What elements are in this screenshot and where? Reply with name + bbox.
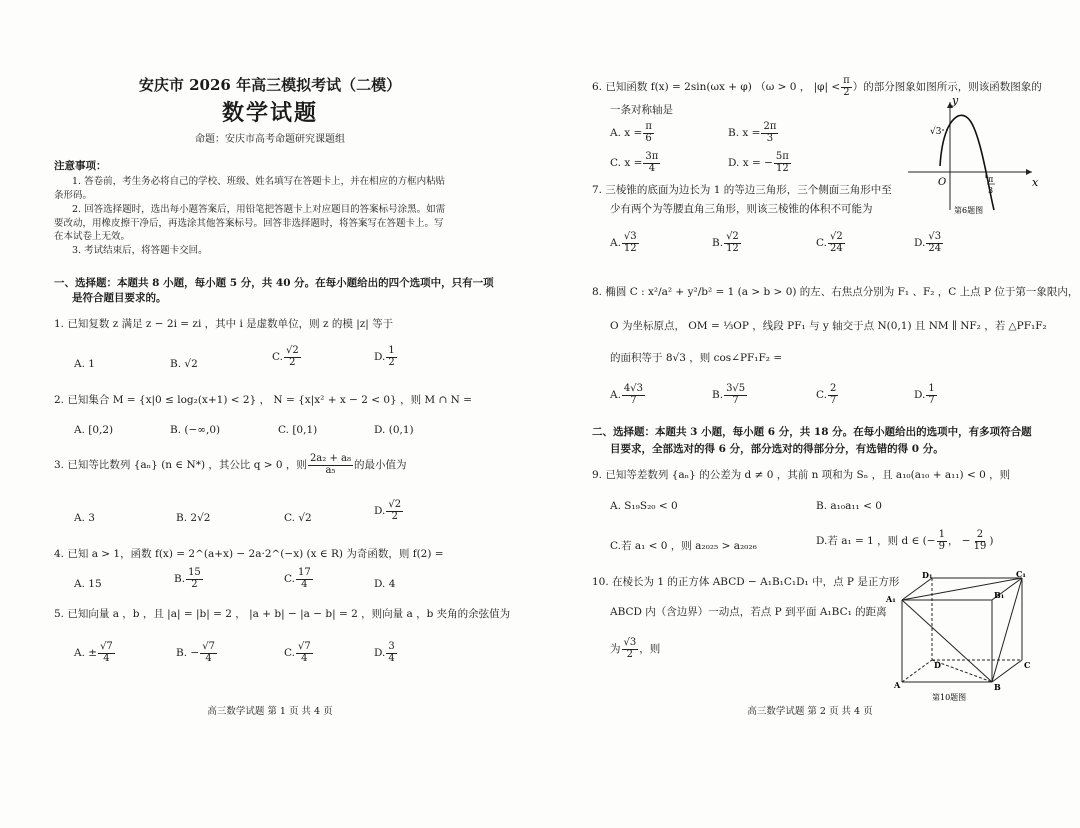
q3-option-b: B. 2√2 — [176, 512, 211, 524]
section2-heading: 二、选择题：本题共 3 小题，每小题 6 分，共 18 分。在每小题给出的选项中，有多项符合题 — [592, 426, 1032, 438]
y-axis-label: y — [952, 94, 959, 107]
q9-option-c: C.若 a₁ < 0 ，则 a₂₀₂₅ > a₂₀₂₆ — [610, 540, 757, 552]
x-axis-arrow — [1026, 169, 1032, 175]
label-C: C — [1024, 660, 1031, 670]
q8-option-a: A. $\frac{4√3}{7}$ — [610, 383, 644, 406]
q6-option-c: C. x = $\frac{3\pi}{4}$ — [610, 151, 659, 174]
q1-option-a: A. 1 — [74, 358, 95, 370]
label-D: D — [934, 660, 941, 670]
section2-heading-cont: 目要求，全部选对的得 6 分，部分选对的得部分分，有选错的得 0 分。 — [610, 443, 944, 455]
origin-label: O — [938, 177, 947, 188]
section1-heading-cont: 是符合题目要求的。 — [72, 292, 167, 304]
question-6-stem-cont: 一条对称轴是 — [610, 104, 673, 116]
subject-title: 数学试题 — [221, 100, 318, 126]
q2-option-a: A. [0,2) — [74, 424, 114, 436]
label-D1: D₁ — [922, 570, 933, 580]
q5-option-b: B. − $\frac{√7}{4}$ — [176, 641, 215, 664]
author-line: 命题：安庆市高考命题研究课题组 — [195, 134, 345, 145]
q4-option-b: B. $\frac{15}{2}$ — [174, 567, 201, 590]
label-B: B — [994, 682, 1001, 692]
label-C1: C₁ — [1016, 570, 1026, 579]
q9-option-a: A. S₁₉S₂₀ < 0 — [610, 500, 678, 512]
figure-6-caption: 第6题图 — [954, 206, 984, 215]
figure-10-cube — [882, 570, 1032, 702]
exam-title: 安庆市 2026 年高三模拟考试（二模） — [138, 76, 402, 94]
question-1-stem: 1. 已知复数 z 满足 z − 2i = zi ，其中 i 是虚数单位，则 z 的模 |z| 等于 — [54, 318, 394, 330]
question-10-stem-line2: ABCD 内（含边界）一动点，若点 P 到平面 A₁BC₁ 的距离 — [610, 606, 887, 618]
note-line: 要改动，用橡皮擦干净后，再选涂其他答案标号。回答非选择题时，将答案写在答题卡上。写 — [54, 218, 444, 229]
label-B1: B₁ — [994, 590, 1005, 600]
note-line: 2. 回答选择题时，选出每小题答案后，用铅笔把答题卡上对应题目的答案标号涂黑。如需 — [72, 204, 446, 215]
q3-option-d: D. $\frac{√2}{2}$ — [374, 499, 402, 522]
note-line: 3. 考试结束后，将答题卡交回。 — [72, 245, 208, 256]
edge-BC — [992, 660, 1022, 682]
sine-curve — [940, 115, 994, 210]
q6-option-b: B. x = $\frac{2\pi}{3}$ — [728, 121, 777, 144]
note-line: 条形码。 — [54, 190, 93, 201]
x-axis-label: x — [1032, 176, 1039, 189]
q6-option-a: A. x = $\frac{\pi}{6}$ — [610, 121, 652, 144]
notes-heading: 注意事项： — [54, 160, 107, 172]
q4-option-a: A. 15 — [74, 578, 102, 590]
figure-6-sine-graph — [902, 94, 1042, 218]
question-5-stem: 5. 已知向量 a ，b ，且 |a| = |b| = 2 ， |a + b| − |a − b| = 2 ，则向量 a ，b 夹角的余弦值为 — [54, 608, 511, 620]
q4-option-c: C. $\frac{17}{4}$ — [284, 567, 311, 590]
q1-option-d: D. $\frac{1}{2}$ — [374, 345, 395, 368]
note-line: 1. 答卷前，考生务必将自己的学校、班级、姓名填写在答题卡上，并在相应的方框内粘贴 — [72, 176, 446, 187]
q9-option-d: D.若 a₁ = 1 ，则 d ∈ (− $\frac{1}{9}$ ， − $\frac{2}{19}$ ) — [816, 529, 994, 552]
question-8-stem-line2: O 为坐标原点， OM = ⅓OP ，线段 PF₁ 与 y 轴交于点 N(0,1) 且 NM ∥ NF₂ ，若 △PF₁F₂ — [610, 320, 1047, 332]
q2-option-c: C. [0,1) — [278, 424, 318, 436]
q1-option-c: C. $\frac{√2}{2}$ — [272, 345, 299, 368]
question-4-stem: 4. 已知 a > 1，函数 f(x) = 2^(a+x) − 2a·2^(−x) (x ∈ R) 为奇函数，则 f(2) = — [54, 548, 444, 560]
edge-AD-hidden — [902, 660, 932, 682]
figure-10-caption: 第10题图 — [932, 693, 967, 702]
q6-option-d: D. x = − $\frac{5\pi}{12}$ — [728, 151, 789, 174]
question-8-stem-line3: 的面积等于 8√3 ，则 cos∠PF₁F₂ = — [610, 352, 783, 364]
exam-page-2 — [540, 0, 1080, 828]
question-9-stem: 9. 已知等差数列 {aₙ} 的公差为 d ≠ 0 ，其前 n 项和为 Sₙ ，且 a₁₀(a₁₀ + a₁₁) < 0 ，则 — [592, 469, 1011, 481]
question-7-stem-cont: 少有两个为等腰直角三角形，则该三棱锥的体积不可能为 — [610, 203, 873, 215]
q4-option-d: D. 4 — [374, 578, 396, 590]
q7-option-b: B. $\frac{√2}{12}$ — [712, 231, 739, 254]
question-6-stem: 6. 已知函数 f(x) = 2sin(ωx + φ) （ω > 0 ， |φ| < $\frac{\pi}{2}$ ）的部分图象如图所示，则该函数图象的 — [592, 75, 1042, 98]
question-3-stem: 3. 已知等比数列 {aₙ} (n ∈ N*) ，其公比 q > 0 ，则 $\frac{\text{2a₂ + a₈}}{\text{a₅}}$ 的最小值为 — [54, 453, 407, 476]
q3-option-c: C. √2 — [284, 512, 312, 524]
q5-option-a: A. ± $\frac{√7}{4}$ — [74, 641, 113, 664]
page-1-footer: 高三数学试题 第 1 页 共 4 页 — [207, 706, 333, 717]
note-line: 在本试卷上无效。 — [54, 231, 131, 242]
q8-option-d: D. $\frac{1}{7}$ — [914, 383, 935, 406]
q7-option-a: A. $\frac{√3}{12}$ — [610, 231, 637, 254]
q1-option-b: B. √2 — [170, 358, 198, 370]
q3-option-a: A. 3 — [74, 512, 95, 524]
question-10-stem: 10. 在棱长为 1 的正方体 ABCD − A₁B₁C₁D₁ 中，点 P 是正方形 — [592, 576, 900, 588]
q2-option-b: B. (−∞,0) — [170, 424, 221, 436]
question-10-stem-line3: 为 $\frac{√3}{2}$ ，则 — [610, 637, 661, 660]
q8-option-c: C. $\frac{2}{7}$ — [816, 383, 837, 406]
q2-option-d: D. (0,1) — [374, 424, 414, 436]
three-label: 3 — [988, 186, 994, 195]
label-A1: A₁ — [886, 594, 896, 604]
q7-option-d: D. $\frac{√3}{24}$ — [914, 231, 942, 254]
edge-A1D1 — [902, 578, 932, 600]
q9-option-b: B. a₁₀a₁₁ < 0 — [816, 500, 882, 512]
q7-option-c: C. $\frac{√2}{24}$ — [816, 231, 843, 254]
question-7-stem: 7. 三棱锥的底面为边长为 1 的等边三角形，三个侧面三角形中至 — [592, 184, 892, 196]
question-2-stem: 2. 已知集合 M = {x|0 ≤ log₂(x+1) < 2} ， N = {x|x² + x − 2 < 0} ，则 M ∩ N = — [54, 394, 472, 406]
section1-heading: 一、选择题：本题共 8 小题，每小题 5 分，共 40 分。在每小题给出的四个选项中，只有一项 — [54, 277, 494, 289]
page-2-footer: 高三数学试题 第 2 页 共 4 页 — [747, 706, 873, 717]
question-8-stem: 8. 椭圆 C : x²/a² + y²/b² = 1 (a > b > 0) 的左、右焦点分别为 F₁ 、F₂ ，C 上点 P 位于第一象限内， — [592, 286, 1079, 298]
q5-option-d: D. $\frac{3}{4}$ — [374, 641, 395, 664]
q5-option-c: C. $\frac{√7}{4}$ — [284, 641, 311, 664]
label-A: A — [894, 680, 901, 690]
diag-DB-hidden — [932, 660, 992, 682]
sqrt3-label: √3 — [930, 127, 942, 137]
diag-A1B — [902, 600, 992, 682]
q8-option-b: B. $\frac{3√5}{7}$ — [712, 383, 746, 406]
pi-label: π — [988, 175, 994, 184]
